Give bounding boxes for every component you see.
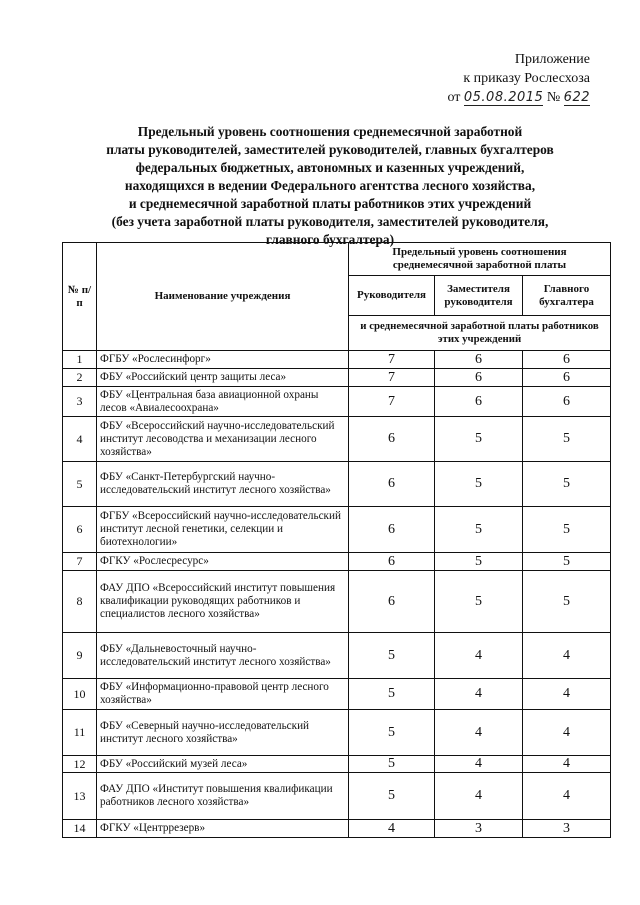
head-ratio: 5 [349, 773, 435, 820]
accountant-ratio: 4 [523, 679, 611, 710]
accountant-ratio: 6 [523, 351, 611, 369]
institution-name: ФБУ «Санкт-Петербургский научно-исследовательский институт лесного хозяйства» [97, 462, 349, 507]
row-number: 14 [63, 820, 97, 838]
row-number: 7 [63, 553, 97, 571]
head-ratio: 6 [349, 462, 435, 507]
deputy-ratio: 6 [435, 369, 523, 387]
institution-name: ФАУ ДПО «Всероссийский институт повышения квалификации руководящих работников и специалистов лесного хозяйства» [97, 571, 349, 633]
accountant-ratio: 5 [523, 507, 611, 553]
head-ratio: 4 [349, 820, 435, 838]
accountant-ratio: 5 [523, 462, 611, 507]
title-line: и среднемесячной заработной платы работников этих учреждений [128, 196, 532, 211]
institution-name: ФГКУ «Центррезерв» [97, 820, 349, 838]
head-ratio: 5 [349, 756, 435, 773]
head-ratio: 7 [349, 369, 435, 387]
table-row [63, 756, 611, 773]
institution-name: ФБУ «Российский музей леса» [97, 756, 349, 773]
deputy-ratio: 6 [435, 387, 523, 417]
row-number: 6 [63, 507, 97, 553]
order-reference: к приказу Рослесхоза [463, 71, 590, 86]
row-number: 1 [63, 351, 97, 369]
ratio-table [62, 242, 611, 838]
deputy-ratio: 4 [435, 633, 523, 679]
table-row [63, 351, 611, 369]
table-row [63, 710, 611, 756]
row-number: 10 [63, 679, 97, 710]
institution-name: ФБУ «Центральная база авиационной охраны лесов «Авиалесоохрана» [97, 387, 349, 417]
institution-name: ФБУ «Российский центр защиты леса» [97, 369, 349, 387]
title-line: находящихся в ведении Федерального агентства лесного хозяйства, [124, 178, 536, 193]
deputy-ratio: 5 [435, 553, 523, 571]
document-title [60, 123, 600, 249]
table-row [63, 773, 611, 820]
title-line: Предельный уровень соотношения среднемесячной заработной [137, 124, 523, 139]
col-number-header: № п/п [63, 243, 97, 351]
table-row [63, 571, 611, 633]
head-ratio: 5 [349, 679, 435, 710]
accountant-ratio: 3 [523, 820, 611, 838]
accountant-ratio: 5 [523, 417, 611, 462]
accountant-ratio: 4 [523, 756, 611, 773]
order-date-line [447, 88, 590, 107]
institution-name: ФГБУ «Всероссийский научно-исследовательский институт лесной генетики, селекции и биотехнологии» [97, 507, 349, 553]
order-date: 05.08.2015 [463, 90, 544, 105]
institution-name: ФБУ «Северный научно-исследовательский институт лесного хозяйства» [97, 710, 349, 756]
row-number: 2 [63, 369, 97, 387]
deputy-ratio: 6 [435, 351, 523, 369]
title-line: федеральных бюджетных, автономных и казенных учреждений, [135, 160, 525, 175]
col-accountant-header: Главного бухгалтера [523, 276, 611, 316]
head-ratio: 7 [349, 351, 435, 369]
head-ratio: 6 [349, 571, 435, 633]
row-number: 12 [63, 756, 97, 773]
group-header: Предельный уровень соотношения среднемесячной заработной платы [349, 243, 611, 276]
appendix-block [447, 50, 590, 107]
deputy-ratio: 4 [435, 710, 523, 756]
row-number: 9 [63, 633, 97, 679]
deputy-ratio: 5 [435, 417, 523, 462]
head-ratio: 5 [349, 633, 435, 679]
subheader: и среднемесячной заработной платы работников этих учреждений [349, 316, 611, 351]
institution-name: ФБУ «Всероссийский научно-исследовательский институт лесоводства и механизации лесного хозяйства» [97, 417, 349, 462]
head-ratio: 7 [349, 387, 435, 417]
institution-name: ФГБУ «Рослесинфорг» [97, 351, 349, 369]
table-row [63, 387, 611, 417]
col-deputy-header: Заместителя руководителя [435, 276, 523, 316]
institution-name: ФБУ «Дальневосточный научно-исследовательский институт лесного хозяйства» [97, 633, 349, 679]
accountant-ratio: 5 [523, 553, 611, 571]
date-prefix: от [447, 90, 461, 105]
table-row [63, 633, 611, 679]
order-number: 622 [563, 90, 590, 105]
accountant-ratio: 6 [523, 369, 611, 387]
table-row [63, 507, 611, 553]
table-header [63, 243, 611, 351]
deputy-ratio: 4 [435, 679, 523, 710]
row-number: 11 [63, 710, 97, 756]
row-number: 3 [63, 387, 97, 417]
row-number: 4 [63, 417, 97, 462]
accountant-ratio: 4 [523, 710, 611, 756]
deputy-ratio: 3 [435, 820, 523, 838]
institution-name: ФГКУ «Рослесресурс» [97, 553, 349, 571]
table-row [63, 369, 611, 387]
row-number: 5 [63, 462, 97, 507]
number-sign: № [546, 90, 561, 105]
deputy-ratio: 5 [435, 571, 523, 633]
institution-name: ФАУ ДПО «Институт повышения квалификации работников лесного хозяйства» [97, 773, 349, 820]
table-row [63, 462, 611, 507]
appendix-label: Приложение [514, 52, 590, 67]
deputy-ratio: 5 [435, 462, 523, 507]
accountant-ratio: 6 [523, 387, 611, 417]
institution-name: ФБУ «Информационно-правовой центр лесного хозяйства» [97, 679, 349, 710]
table-row [63, 417, 611, 462]
accountant-ratio: 4 [523, 773, 611, 820]
table-row [63, 820, 611, 838]
head-ratio: 5 [349, 710, 435, 756]
accountant-ratio: 4 [523, 633, 611, 679]
head-ratio: 6 [349, 507, 435, 553]
title-line: (без учета заработной платы руководителя, заместителей руководителя, [111, 214, 549, 229]
table-row [63, 679, 611, 710]
head-ratio: 6 [349, 417, 435, 462]
title-line: платы руководителей, заместителей руководителей, главных бухгалтеров [106, 142, 554, 157]
col-name-header: Наименование учреждения [97, 243, 349, 351]
row-number: 13 [63, 773, 97, 820]
col-head-header: Руководителя [349, 276, 435, 316]
title-line: главного бухгалтера) [265, 232, 395, 247]
head-ratio: 6 [349, 553, 435, 571]
table-body [63, 351, 611, 838]
accountant-ratio: 5 [523, 571, 611, 633]
table-row [63, 553, 611, 571]
row-number: 8 [63, 571, 97, 633]
deputy-ratio: 5 [435, 507, 523, 553]
deputy-ratio: 4 [435, 756, 523, 773]
deputy-ratio: 4 [435, 773, 523, 820]
